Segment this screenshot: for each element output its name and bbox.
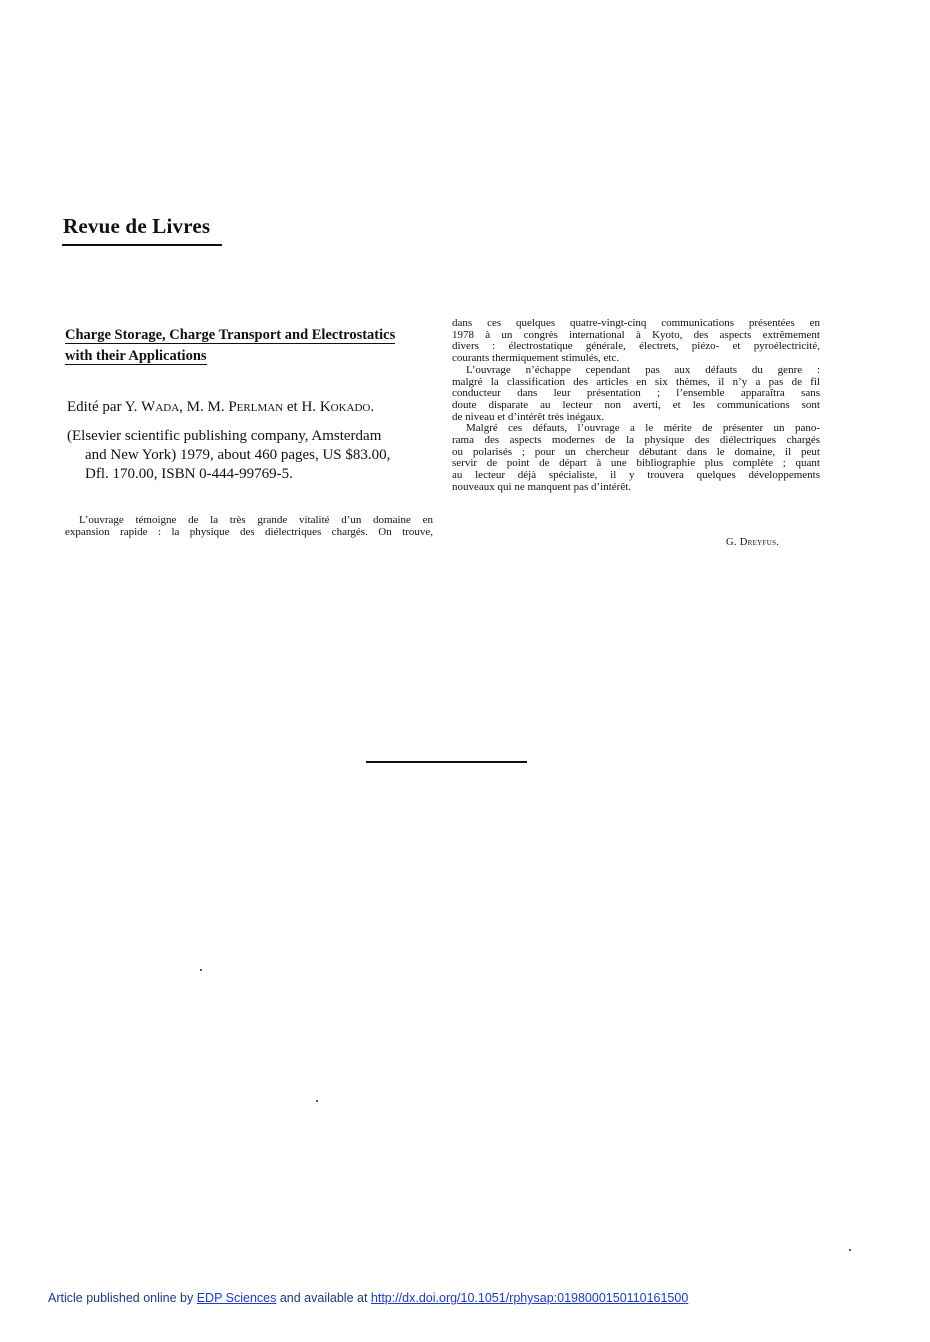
scan-speck xyxy=(849,1249,851,1251)
editors-line xyxy=(67,399,374,416)
right-line-1: dans ces quelques quatre-vingt-cinq communications présentées en xyxy=(452,317,820,329)
publisher-line-2: and New York) 1979, about 460 pages, US $83.00, xyxy=(85,447,391,463)
publisher-line-3: Dfl. 170.00, ISBN 0-444-99769-5. xyxy=(85,466,293,482)
editor-perlman: Perlman xyxy=(228,399,284,415)
scan-speck xyxy=(316,1100,318,1102)
right-line-11: rama des aspects modernes de la physique des diélectriques chargés xyxy=(452,434,820,447)
right-line-6: malgré la classification des articles en six thèmes, il n’y a pas de fil xyxy=(452,375,820,388)
left-line-2: expansion rapide : la physique des diélectriques chargés. On trouve, xyxy=(65,525,433,538)
right-line-9: de niveau et d’intérêt très inégaux. xyxy=(452,410,605,423)
book-title xyxy=(65,325,437,367)
book-title-line-1: Charge Storage, Charge Transport and Electrostatics xyxy=(65,327,396,343)
footer-middle: and available at xyxy=(276,1291,371,1305)
right-line-2: 1978 à un congrès international à Kyoto, des aspects extrêmement xyxy=(452,328,820,341)
footer-prefix: Article published online by xyxy=(48,1291,197,1305)
right-line-14: au lecteur déjà spécialiste, il y trouvera quelques développements xyxy=(452,469,820,482)
section-title-rule xyxy=(62,244,222,246)
right-line-12: ou polarisés ; pour un chercheur débutant dans le domaine, il peut xyxy=(452,445,820,458)
editor-wada: Wada xyxy=(141,399,180,415)
review-body-right-column xyxy=(452,318,820,494)
right-line-10: Malgré ces défauts, l’ouvrage a le mérite de présenter un pano- xyxy=(466,422,820,435)
left-line-1: L’ouvrage témoigne de la très grande vitalité d’un domaine en xyxy=(79,514,433,526)
editors-sep-1: , M. M. xyxy=(179,399,229,415)
end-rule xyxy=(366,761,527,763)
right-line-3: divers : électrostatique générale, électrets, piézo- et pyroélectricité, xyxy=(452,340,820,353)
editors-sep-2: et H. xyxy=(283,399,320,415)
section-title: Revue de Livres xyxy=(63,214,211,238)
review-body-left-column xyxy=(65,515,433,538)
publisher-info xyxy=(67,427,439,484)
edp-sciences-link[interactable]: EDP Sciences xyxy=(196,1291,277,1305)
publication-footer xyxy=(48,1291,688,1305)
right-line-7: conducteur dans leur présentation ; l’ensemble apparaîtra sans xyxy=(452,387,820,400)
right-line-5: L’ouvrage n’échappe cependant pas aux défauts du genre : xyxy=(466,363,820,376)
right-line-8: doute disparate au lecteur non averti, et les communications sont xyxy=(452,398,820,411)
doi-link[interactable]: http://dx.doi.org/10.1051/rphysap:0198000150110161500 xyxy=(370,1291,689,1305)
editors-suffix: . xyxy=(370,399,375,415)
scan-speck xyxy=(200,969,202,971)
right-line-4: courants thermiquement stimulés, etc. xyxy=(452,352,620,365)
right-line-13: servir de point de départ à une bibliographie plus complète ; quant xyxy=(452,457,820,470)
editor-kokado: Kokado xyxy=(319,399,371,415)
reviewer-signature: G. Dreyfus. xyxy=(726,537,780,548)
publisher-line-1: (Elsevier scientific publishing company, Amsterdam xyxy=(67,428,382,444)
book-title-line-2: with their Applications xyxy=(65,348,207,364)
editors-prefix: Edité par Y. xyxy=(67,399,142,415)
right-line-15: nouveaux qui ne manquent pas d’intérêt. xyxy=(452,480,632,493)
